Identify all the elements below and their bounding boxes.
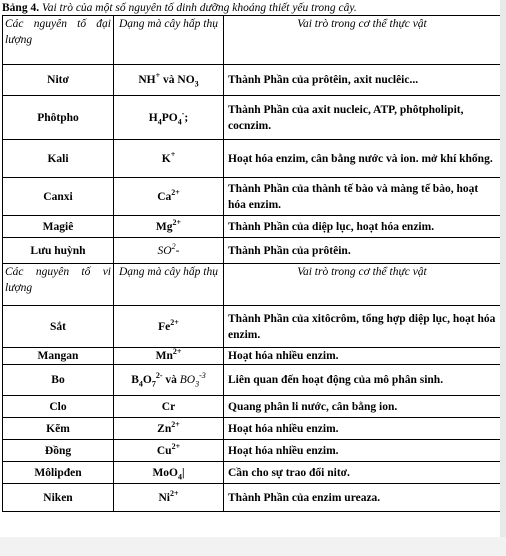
absorbed-form: MoO$_4$| [114, 462, 224, 484]
element-name: Niken [3, 484, 114, 512]
absorbed-form: $SO^2-$ [114, 238, 224, 264]
absorbed-form: $Fe^{2+}$ [114, 306, 224, 348]
element-role: Thành Phần của xitôcrôm, tổng hợp diệp lục, hoạt hóa enzim. [224, 306, 501, 348]
element-role: Thành Phần của diệp lục, hoạt hóa enzim. [224, 216, 501, 238]
table-row [3, 238, 501, 264]
table-row [3, 484, 501, 512]
header-form: Dạng mà cây hấp thụ [114, 264, 224, 306]
header-element: Các nguyên tố đại lượng [3, 16, 114, 65]
table-row [3, 65, 501, 96]
caption-label: Bảng 4. [2, 2, 40, 14]
element-name: Canxi [3, 178, 114, 216]
table-row [3, 140, 501, 178]
header-form: Dạng mà cây hấp thụ [114, 16, 224, 65]
header-element: Các nguyên tố vi lượng [3, 264, 114, 306]
absorbed-form: $B_4O_7^{2-}$ và $BO_3^{-3}$ [114, 365, 224, 396]
table-row [3, 216, 501, 238]
absorbed-form: $Ni^{2+}$ [114, 484, 224, 512]
table-row [3, 365, 501, 396]
table-row [3, 348, 501, 365]
micro-header-row [3, 264, 501, 306]
absorbed-form: $Mg^{2+}$ [114, 216, 224, 238]
nutrient-table [2, 15, 501, 512]
absorbed-form: NH+ và $NO_3$ [114, 65, 224, 96]
table-row [3, 396, 501, 418]
element-role: Hoạt hóa nhiều enzim. [224, 440, 501, 462]
macro-header-row [3, 16, 501, 65]
element-name: Bo [3, 365, 114, 396]
absorbed-form: $Zn^{2+}$ [114, 418, 224, 440]
element-name: Magiê [3, 216, 114, 238]
absorbed-form: $Ca^{2+}$ [114, 178, 224, 216]
absorbed-form: K+ [114, 140, 224, 178]
element-role: Thành Phần của axit nucleic, ATP, phôtpholipit, cocnzim. [224, 96, 501, 140]
absorbed-form: Cr [114, 396, 224, 418]
caption-text: Vai trò của một số nguyên tố dinh dưỡng khoáng thiết yếu trong cây. [39, 2, 357, 14]
table-row [3, 96, 501, 140]
header-role: Vai trò trong cơ thể thực vật [224, 16, 501, 65]
table-row [3, 306, 501, 348]
element-name: Kali [3, 140, 114, 178]
element-role: Thành Phần của enzim ureaza. [224, 484, 501, 512]
element-name: Nitơ [3, 65, 114, 96]
absorbed-form: $H_4PO_4^-$; [114, 96, 224, 140]
element-role: Thành Phần của prôtêin, axit nuclêic... [224, 65, 501, 96]
header-role: Vai trò trong cơ thể thực vật [224, 264, 501, 306]
vertical-scrollbar[interactable] [500, 0, 506, 537]
element-role: Liên quan đến hoạt động của mô phân sinh. [224, 365, 501, 396]
table-row [3, 418, 501, 440]
absorbed-form: $Mn^{2+}$ [114, 348, 224, 365]
element-name: Kẽm [3, 418, 114, 440]
table-caption [2, 1, 357, 15]
element-name: Phôtpho [3, 96, 114, 140]
element-name: Mangan [3, 348, 114, 365]
table-row [3, 462, 501, 484]
element-name: Sắt [3, 306, 114, 348]
element-name: Đồng [3, 440, 114, 462]
absorbed-form: $Cu^{2+}$ [114, 440, 224, 462]
element-name: Clo [3, 396, 114, 418]
element-name: Môlipđen [3, 462, 114, 484]
element-role: Hoạt hóa nhiều enzim. [224, 418, 501, 440]
element-role: Quang phân li nước, cân bằng ion. [224, 396, 501, 418]
element-name: Lưu huỳnh [3, 238, 114, 264]
table-row [3, 178, 501, 216]
element-role: Hoạt hóa enzim, cân bằng nước và ion. mở khí khổng. [224, 140, 501, 178]
table-row [3, 440, 501, 462]
element-role: Thành Phần của thành tế bào và màng tế bào, hoạt hóa enzim. [224, 178, 501, 216]
element-role: Cần cho sự trao đổi nitơ. [224, 462, 501, 484]
element-role: Hoạt hóa nhiều enzim. [224, 348, 501, 365]
element-role: Thành Phần của prôtêin. [224, 238, 501, 264]
